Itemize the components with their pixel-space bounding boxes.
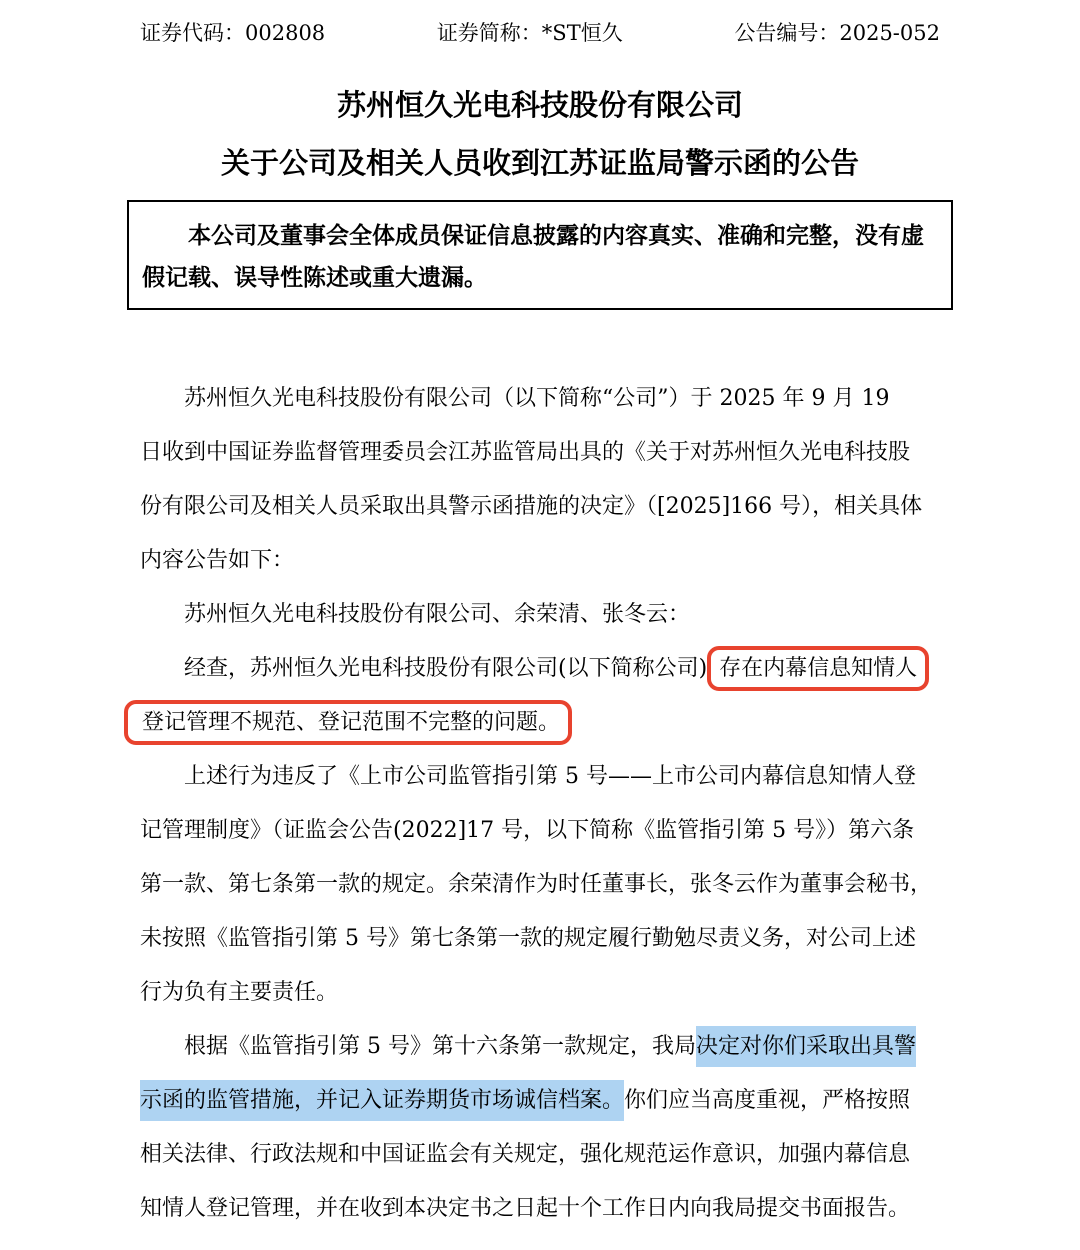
text-line (140, 858, 940, 912)
stock-code: 证券代码：002808 (140, 21, 326, 45)
text-run: 记管理制度》（证监会公告(2022]17 号，以下简称《监管指引第 5 号》）第六条 (140, 818, 915, 843)
announcement-number: 公告编号：2025-052 (734, 21, 940, 45)
document-body (140, 372, 940, 1236)
statement-line: 假记载、误导性陈述或重大遗漏。 (142, 264, 487, 291)
text-line (140, 1074, 940, 1128)
text-run: 知情人登记管理，并在收到本决定书之日起十个工作日内向我局提交书面报告。 (140, 1196, 911, 1221)
text-run: 苏州恒久光电科技股份有限公司、余荣清、张冬云： (184, 602, 691, 627)
highlight-annotation: 决定对你们采取出具警 (696, 1026, 916, 1067)
text-run: 内容公告如下： (140, 548, 295, 573)
text-line (140, 642, 940, 696)
text-line (140, 804, 940, 858)
text-line (140, 426, 940, 480)
text-line (140, 1182, 940, 1236)
text-run: 第一款、第七条第一款的规定。余荣清作为时任董事长，张冬云作为董事会秘书， (140, 872, 933, 897)
disclaimer-statement-box (127, 200, 953, 310)
text-run: 苏州恒久光电科技股份有限公司（以下简称“公司”）于 2025 年 9 月 19 (184, 386, 890, 411)
text-line (140, 1128, 940, 1182)
document-content (140, 0, 940, 1236)
highlight-annotation: 示函的监管措施，并记入证券期货市场诚信档案。 (140, 1080, 624, 1121)
announcement-title: 关于公司及相关人员收到江苏证监局警示函的公告 (220, 146, 859, 180)
text-run: 行为负有主要责任。 (140, 980, 339, 1005)
stock-name: 证券简称：*ST恒久 (436, 21, 623, 45)
text-line (140, 480, 940, 534)
text-run: 份有限公司及相关人员采取出具警示函措施的决定》（[2025]166 号），相关具体 (140, 494, 923, 519)
text-run: 日收到中国证券监督管理委员会江苏监管局出具的《关于对苏州恒久光电科技股 (140, 440, 911, 465)
document-header (140, 0, 940, 46)
redbox-annotation: 存在内幕信息知情人 (707, 646, 929, 691)
text-run: 你们应当高度重视，严格按照 (624, 1088, 911, 1113)
text-line (140, 696, 940, 750)
company-title: 苏州恒久光电科技股份有限公司 (336, 88, 743, 122)
text-run: 上述行为违反了《上市公司监管指引第 5 号——上市公司内幕信息知情人登 (184, 764, 916, 789)
redbox-annotation: 登记管理不规范、登记范围不完整的问题。 (124, 700, 572, 745)
text-line (140, 534, 940, 588)
text-line (140, 966, 940, 1020)
text-run: 经查，苏州恒久光电科技股份有限公司(以下简称公司) (184, 656, 708, 681)
text-line (140, 912, 940, 966)
text-run: 未按照《监管指引第 5 号》第七条第一款的规定履行勤勉尽责义务，对公司上述 (140, 926, 916, 951)
text-run: 相关法律、行政法规和中国证监会有关规定，强化规范运作意识，加强内幕信息 (140, 1142, 911, 1167)
text-line (140, 750, 940, 804)
text-line (140, 588, 940, 642)
text-run: 根据《监管指引第 5 号》第十六条第一款规定，我局 (184, 1034, 696, 1059)
statement-line: 本公司及董事会全体成员保证信息披露的内容真实、准确和完整，没有虚 (188, 222, 924, 249)
text-line (140, 1020, 940, 1074)
text-line (140, 372, 940, 426)
